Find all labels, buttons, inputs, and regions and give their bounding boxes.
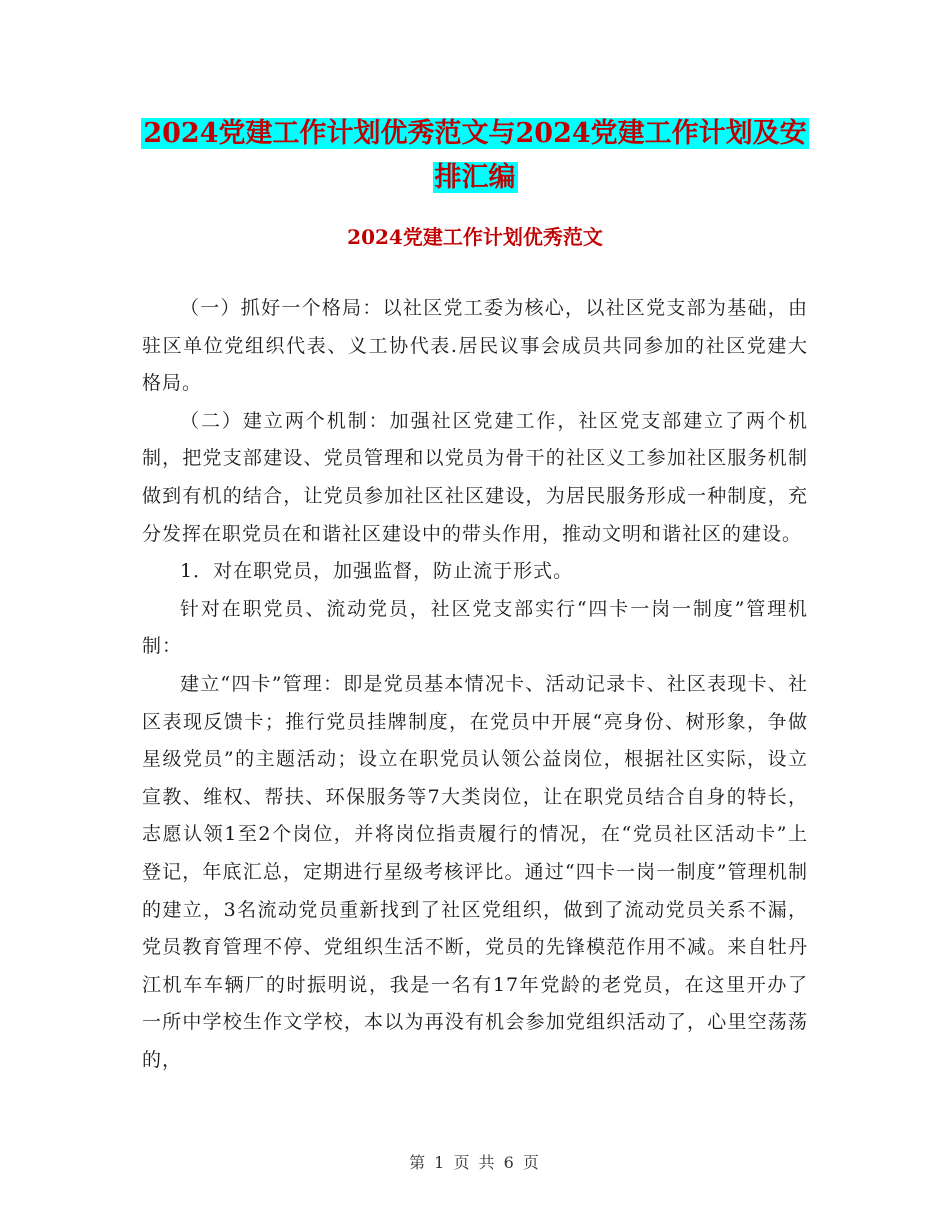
document-title-line-1: 2024党建工作计划优秀范文与2024党建工作计划及安 — [143, 118, 807, 149]
document-body — [142, 290, 808, 1079]
section-title: 2024党建工作计划优秀范文 — [347, 225, 603, 249]
document-title — [0, 112, 950, 200]
paragraph-3: 1．对在职党员，加强监督，防止流于形式。 — [180, 560, 574, 583]
page-footer: 第 1 页 共 6 页 — [409, 1153, 541, 1172]
paragraph-2: （二）建立两个机制：加强社区党建工作，社区党支部建立了两个机制，把党支部建设、党员管理和以党员为骨干的社区义工参加社区服务机制做到有机的结合，让党员参加社区社区建设，为居民服务形成一种制度，充分发挥在职党员在和谐社区建设中的带头作用，推动文明和谐社区的建设。 — [142, 409, 808, 545]
paragraph-5: 建立“四卡”管理：即是党员基本情况卡、活动记录卡、社区表现卡、社区表现反馈卡；推行党员挂牌制度，在党员中开展“亮身份、树形象，争做星级党员”的主题活动；设立在职党员认领公益岗位，根据社区实际，设立宣教、维权、帮扶、环保服务等7大类岗位，让在职党员结合自身的特长，志愿认领1至2个岗位，并将岗位指责履行的情况，在“党员社区活动卡”上登记，年底汇总，定期进行星级考核评比。通过“四卡一岗一制度”管理机制的建立，3名流动党员重新找到了社区党组织，做到了流动党员关系不漏，党员教育管理不停、党组织生活不断，党员的先锋模范作用不减。来自牡丹江机车车辆厂的时振明说，我是一名有17年党龄的老党员，在这里开办了一所中学校生作文学校，本以为再没有机会参加党组织活动了，心里空荡荡的， — [142, 672, 808, 1071]
paragraph-1: （一）抓好一个格局：以社区党工委为核心，以社区党支部为基础，由驻区单位党组织代表、义工协代表.居民议事会成员共同参加的社区党建大格局。 — [142, 297, 808, 395]
document-title-line-2: 排汇编 — [434, 162, 516, 193]
paragraph-4: 针对在职党员、流动党员，社区党支部实行“四卡一岗一制度”管理机制： — [142, 597, 808, 658]
